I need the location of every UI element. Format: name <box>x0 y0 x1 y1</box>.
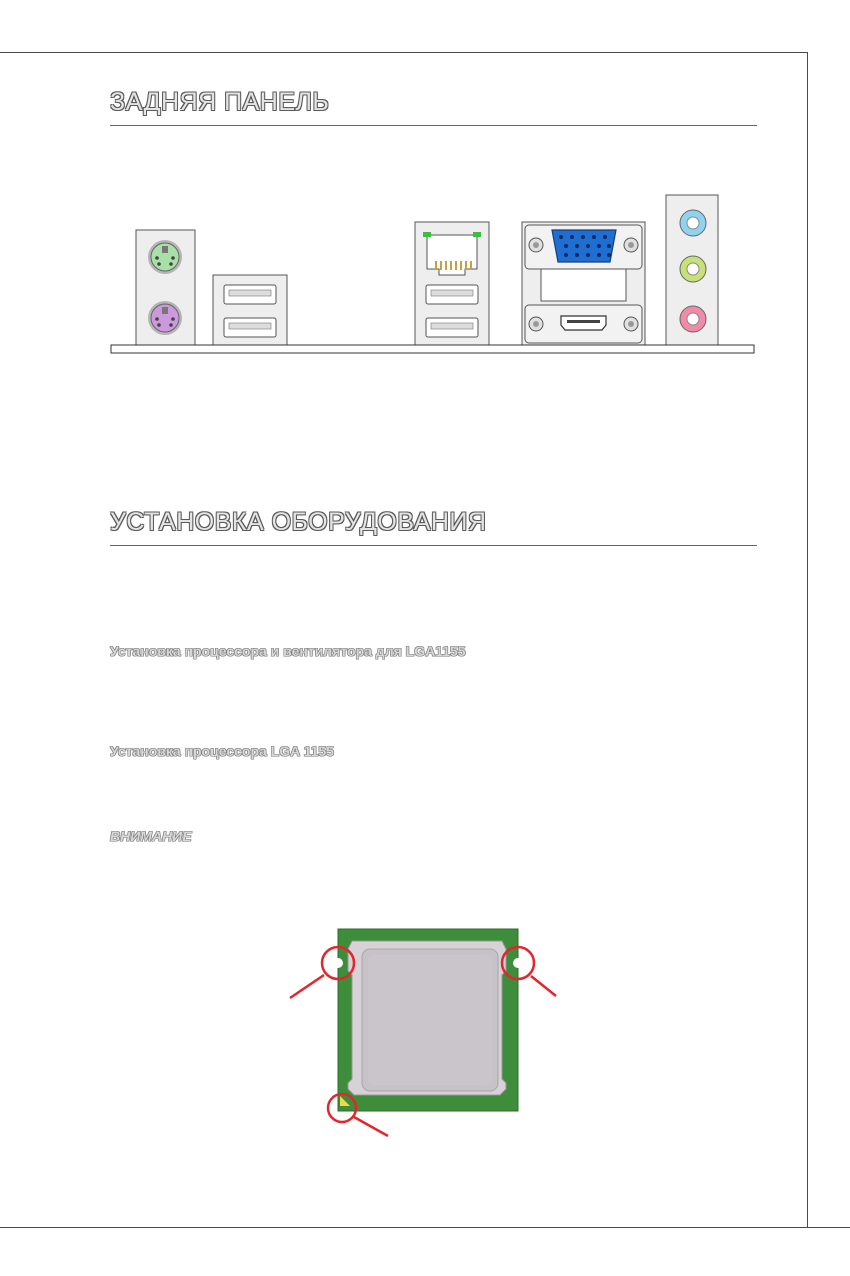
vga-hdmi-stack <box>522 222 645 345</box>
page-frame-top <box>0 52 808 53</box>
hardware-setup-rule <box>110 545 757 546</box>
audio-stack <box>666 195 718 345</box>
ps2-stack <box>136 230 195 345</box>
usb-stack <box>213 275 287 345</box>
subhead-attention: ВНИМАНИЕ <box>110 828 192 844</box>
page-frame-bottom <box>0 1227 850 1228</box>
page-frame-right <box>807 52 808 1228</box>
lan-usb-stack <box>415 222 489 345</box>
back-panel-rule <box>110 125 757 126</box>
subhead-cpu-and-fan: Установка процессора и вентилятора для LGA1155 <box>110 643 466 659</box>
back-panel-title: ЗАДНЯЯ ПАНЕЛЬ <box>110 88 330 116</box>
ps2-keyboard-port <box>148 301 182 335</box>
cpu-diagram <box>280 925 570 1145</box>
hardware-setup-title: УСТАНОВКА ОБОРУДОВАНИЯ <box>110 508 487 536</box>
back-panel-diagram <box>100 185 760 360</box>
ps2-mouse-port <box>148 240 182 274</box>
subhead-cpu-install: Установка процессора LGA 1155 <box>110 743 334 759</box>
